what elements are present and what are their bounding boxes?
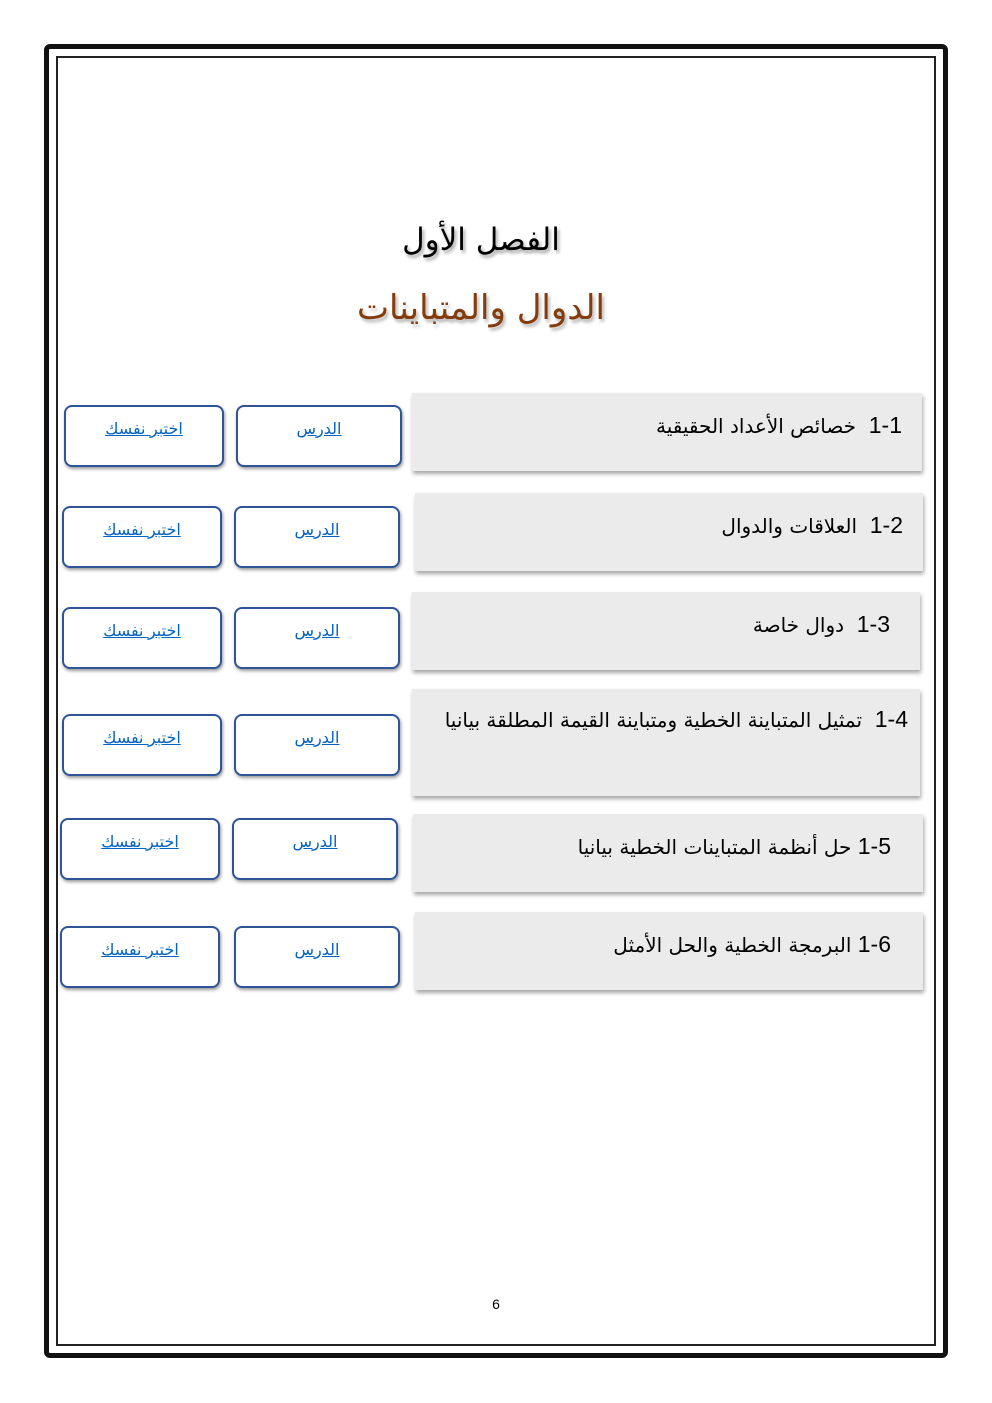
lesson-link[interactable]: الدرس xyxy=(296,421,342,438)
lesson-title: تمثيل المتباينة الخطية ومتباينة القيمة المطلقة بيانيا xyxy=(444,708,863,732)
self-test-link[interactable]: اختبر نفسك xyxy=(103,522,181,539)
self-test-link[interactable]: اختبر نفسك xyxy=(101,942,179,959)
lesson-number: 1-4 xyxy=(874,706,908,732)
lesson-title-box xyxy=(415,912,923,990)
lesson-title-box xyxy=(412,393,922,471)
lesson-title: العلاقات والدوال xyxy=(721,514,858,538)
lesson-number: 1-1 xyxy=(868,412,902,438)
self-test-link[interactable]: اختبر نفسك xyxy=(105,421,183,438)
chapter-title xyxy=(0,222,992,258)
lesson-link[interactable]: الدرس xyxy=(294,942,340,959)
lesson-title-box xyxy=(412,592,920,670)
self-test-button[interactable] xyxy=(60,818,220,880)
self-test-button[interactable] xyxy=(62,607,222,669)
chapter-title-text: الفصل الأول xyxy=(402,222,560,258)
chapter-subtitle-text: الدوال والمتباينات xyxy=(357,288,605,328)
lesson-link[interactable]: الدرس xyxy=(294,730,340,747)
chapter-subtitle xyxy=(0,288,992,328)
lesson-title-box xyxy=(413,814,923,892)
page-number: 6 xyxy=(492,1296,500,1312)
lesson-link[interactable]: الدرس xyxy=(292,834,338,851)
lesson-number: 1-5 xyxy=(857,833,891,859)
lesson-number: 1-3 xyxy=(856,611,890,637)
lesson-link[interactable]: الدرس xyxy=(294,623,340,640)
lesson-title-box xyxy=(412,689,920,796)
lesson-button[interactable] xyxy=(232,818,398,880)
self-test-link[interactable]: اختبر نفسك xyxy=(103,730,181,747)
lesson-number: 1-2 xyxy=(869,512,903,538)
lesson-title: خصائص الأعداد الحقيقية xyxy=(656,414,857,438)
lesson-title-box xyxy=(415,493,923,571)
lesson-button[interactable] xyxy=(234,926,400,988)
lesson-number: 1-6 xyxy=(857,931,891,957)
lesson-button[interactable] xyxy=(234,714,400,776)
lesson-button[interactable] xyxy=(236,405,402,467)
lesson-title: البرمجة الخطية والحل الأمثل xyxy=(613,933,852,957)
lesson-button[interactable] xyxy=(234,506,400,568)
lesson-link[interactable]: الدرس xyxy=(294,522,340,539)
self-test-link[interactable]: اختبر نفسك xyxy=(101,834,179,851)
self-test-button[interactable] xyxy=(60,926,220,988)
self-test-button[interactable] xyxy=(62,506,222,568)
self-test-button[interactable] xyxy=(64,405,224,467)
lesson-button[interactable] xyxy=(234,607,400,669)
lesson-title: حل أنظمة المتباينات الخطية بيانيا xyxy=(577,835,852,859)
self-test-link[interactable]: اختبر نفسك xyxy=(103,623,181,640)
lesson-title: دوال خاصة xyxy=(752,613,845,637)
self-test-button[interactable] xyxy=(62,714,222,776)
